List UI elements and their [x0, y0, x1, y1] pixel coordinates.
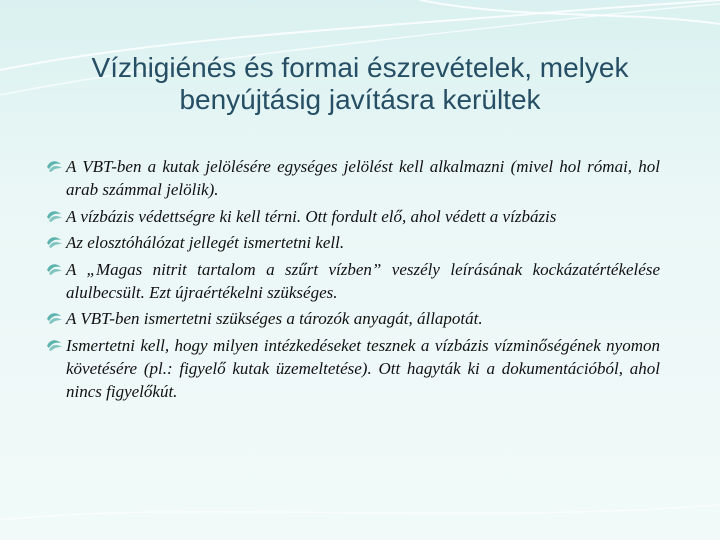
- bullet-item: [46, 155, 660, 201]
- bullet-item: [46, 258, 660, 304]
- swoosh-bullet-icon: [46, 309, 63, 326]
- bullet-item: [46, 205, 660, 228]
- bullet-text: A VBT-ben ismertetni szükséges a tározók anyagát, állapotát.: [66, 309, 483, 328]
- swoosh-bullet-icon: [46, 207, 63, 224]
- bullet-item: [46, 231, 660, 254]
- bullet-text: Ismertetni kell, hogy milyen intézkedéseket tesznek a vízbázis vízminőségének nyomon követésére (pl.: figyelő kutak üzemeltetése). Ott hagyták ki a dokumentációból, ahol nincs figyelőkút.: [66, 335, 660, 401]
- bullet-text: Az elosztóhálózat jellegét ismertetni kell.: [66, 233, 345, 252]
- swoosh-bullet-icon: [46, 157, 63, 174]
- bullet-text: A vízbázis védettségre ki kell térni. Ott fordult elő, ahol védett a vízbázis: [66, 206, 557, 226]
- slide-title: Vízhigiénés és formai észrevételek, melyek benyújtásig javításra kerültek: [91, 52, 629, 115]
- bullet-text: A „Magas nitrit tartalom a szűrt vízben” veszély leírásának kockázatértékelése alulbecsült. Ezt újraértékelni szükséges.: [66, 259, 660, 302]
- bullet-list: [46, 155, 660, 406]
- swoosh-bullet-icon: [46, 336, 63, 353]
- bullet-item: [46, 307, 660, 330]
- swoosh-bullet-icon: [46, 260, 63, 277]
- swoosh-bullet-icon: [46, 233, 63, 250]
- bullet-item: [46, 334, 660, 403]
- bullet-text: A VBT-ben a kutak jelölésére egységes jelölést kell alkalmazni (mivel hol római, hol arab számmal jelölik).: [66, 157, 660, 199]
